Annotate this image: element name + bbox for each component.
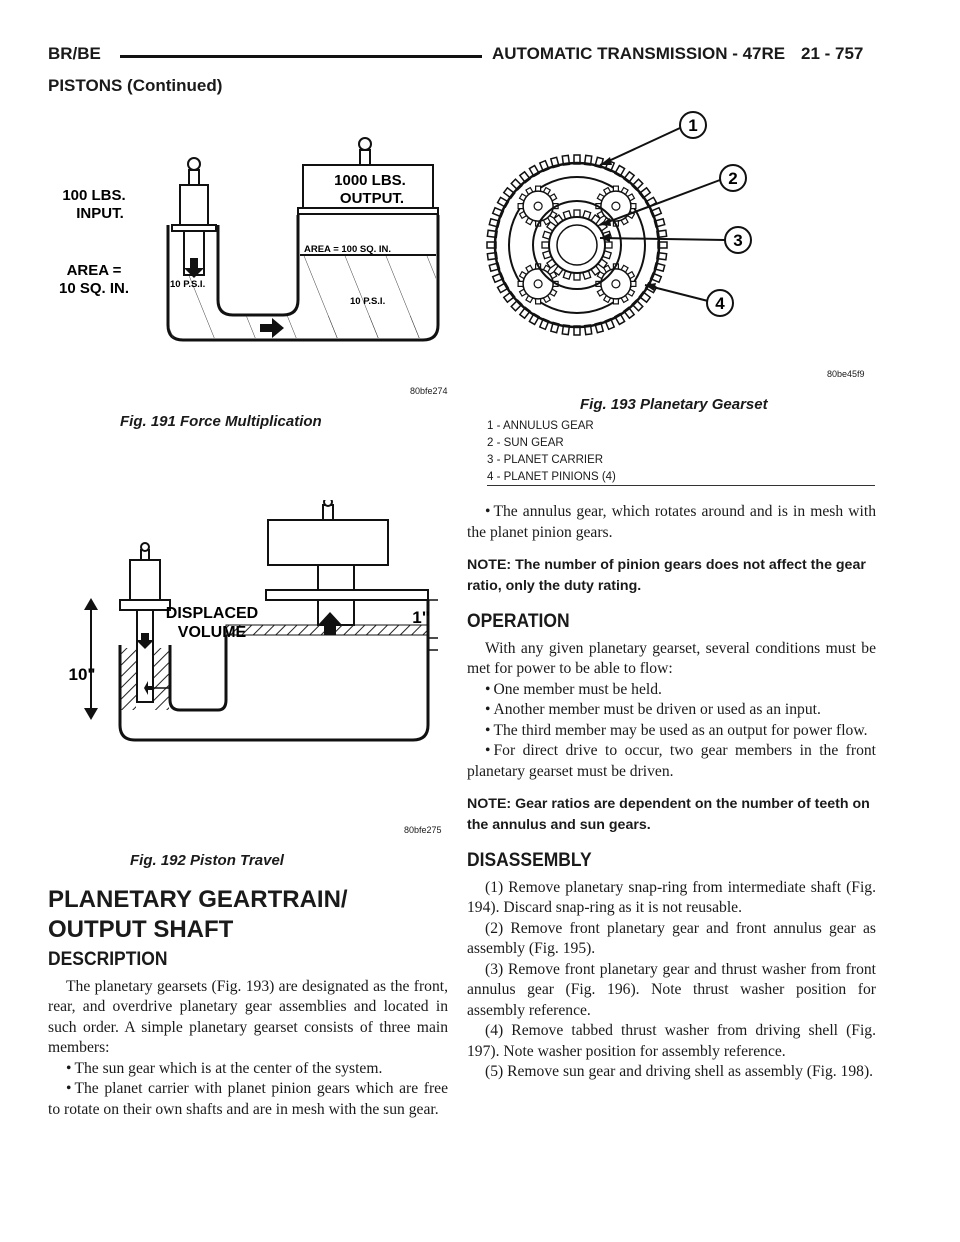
bullet-item: • Another member must be driven or used as an input. bbox=[467, 700, 876, 721]
figure-piston-travel bbox=[48, 500, 448, 825]
label-displaced-1: DISPLACED bbox=[165, 605, 259, 622]
legend-rule bbox=[487, 485, 875, 486]
heading-disassembly: DISASSEMBLY bbox=[467, 850, 592, 871]
label-travel-small: 10" bbox=[68, 665, 96, 684]
label-psi-small: 10 P.S.I. bbox=[170, 279, 206, 290]
fig191-caption: Fig. 191 Force Multiplication bbox=[120, 413, 322, 430]
legend-item: 3 - PLANET CARRIER bbox=[487, 454, 604, 466]
legend-item: 2 - SUN GEAR bbox=[487, 437, 564, 449]
label-output-2: OUTPUT. bbox=[339, 190, 405, 207]
section-title-line-2: OUTPUT SHAFT bbox=[48, 916, 234, 943]
operation-paragraph: With any given planetary gearset, several conditions must be met for power to be able to flow: bbox=[467, 639, 876, 677]
callout-3: 3 bbox=[733, 231, 743, 250]
legend-item: 1 - ANNULUS GEAR bbox=[487, 420, 594, 432]
label-output-1: 1000 LBS. bbox=[334, 172, 406, 189]
bullet-item: • The third member may be used as an output for power flow. bbox=[467, 721, 876, 742]
disassembly-step: (4) Remove tabbed thrust washer from driving shell (Fig. 197). Note washer position for assembly reference. bbox=[467, 1022, 876, 1060]
fig191-code: 80bfe274 bbox=[410, 386, 448, 396]
bullet-item: • The sun gear which is at the center of the system. bbox=[48, 1059, 448, 1080]
label-area-small-1: AREA = bbox=[66, 262, 122, 279]
bullet-item: • The annulus gear, which rotates around and is in mesh with the planet pinion gears. bbox=[467, 502, 876, 543]
fig193-legend bbox=[487, 418, 616, 486]
figure-planetary-gearset bbox=[480, 105, 880, 380]
callout-2: 2 bbox=[728, 169, 738, 188]
disassembly-step: (2) Remove front planetary gear and front annulus gear as assembly (Fig. 195). bbox=[467, 919, 876, 957]
heading-description: DESCRIPTION bbox=[48, 949, 168, 970]
disassembly-step: (1) Remove planetary snap-ring from intermediate shaft (Fig. 194). Discard snap-ring as it is not reusable. bbox=[467, 878, 876, 916]
header-rule bbox=[120, 55, 482, 58]
label-psi-large: 10 P.S.I. bbox=[350, 296, 386, 307]
bullet-item: • For direct drive to occur, two gear members in the front planetary gearset must be driven. bbox=[467, 741, 876, 782]
label-area-small-2: 10 SQ. IN. bbox=[58, 280, 130, 297]
note-gear-ratios: NOTE: Gear ratios are dependent on the number of teeth on the annulus and sun gears. bbox=[467, 796, 870, 833]
header-title: AUTOMATIC TRANSMISSION - 47RE bbox=[492, 44, 786, 63]
fig192-code: 80bfe275 bbox=[404, 825, 442, 835]
section-title bbox=[48, 885, 348, 945]
label-displaced-2: VOLUME bbox=[177, 624, 247, 641]
fig193-caption: Fig. 193 Planetary Gearset bbox=[580, 396, 768, 413]
label-travel-large: 1" bbox=[412, 608, 430, 627]
callout-4: 4 bbox=[715, 294, 725, 313]
label-area-large: AREA = 100 SQ. IN. bbox=[304, 244, 392, 255]
header-manual-code: BR/BE bbox=[48, 44, 101, 63]
callout-1: 1 bbox=[688, 116, 698, 135]
disassembly-step: (5) Remove sun gear and driving shell as assembly (Fig. 198). bbox=[485, 1063, 874, 1080]
fig193-code: 80be45f9 bbox=[827, 369, 865, 379]
label-input-2: INPUT. bbox=[76, 205, 124, 222]
bullet-item: • The planet carrier with planet pinion gears which are free to rotate on their own shafts and are in mesh with the sun gear. bbox=[48, 1079, 448, 1120]
heading-operation: OPERATION bbox=[467, 611, 570, 632]
description-paragraph: The planetary gearsets (Fig. 193) are designated as the front, rear, and overdrive planetary gear assemblies and located in such order. A simple planetary gearset consists of three main members: bbox=[48, 977, 448, 1056]
left-column bbox=[48, 950, 448, 1120]
figure-force-multiplication bbox=[48, 130, 448, 405]
fig192-caption: Fig. 192 Piston Travel bbox=[130, 852, 284, 869]
note-pinion-gears: NOTE: The number of pinion gears does not affect the gear ratio, only the duty rating. bbox=[467, 557, 866, 594]
continued-heading: PISTONS (Continued) bbox=[48, 76, 223, 95]
disassembly-step: (3) Remove front planetary gear and thrust washer from front annulus gear (Fig. 196). Note thrust washer position for assembly reference. bbox=[467, 960, 876, 1019]
bullet-item: • One member must be held. bbox=[467, 680, 876, 701]
legend-item: 4 - PLANET PINIONS (4) bbox=[487, 471, 616, 483]
section-title-line-1: PLANETARY GEARTRAIN/ bbox=[48, 886, 348, 913]
label-input-1: 100 LBS. bbox=[62, 187, 126, 204]
right-column bbox=[467, 502, 876, 1083]
header-page-number: 21 - 757 bbox=[801, 44, 864, 63]
